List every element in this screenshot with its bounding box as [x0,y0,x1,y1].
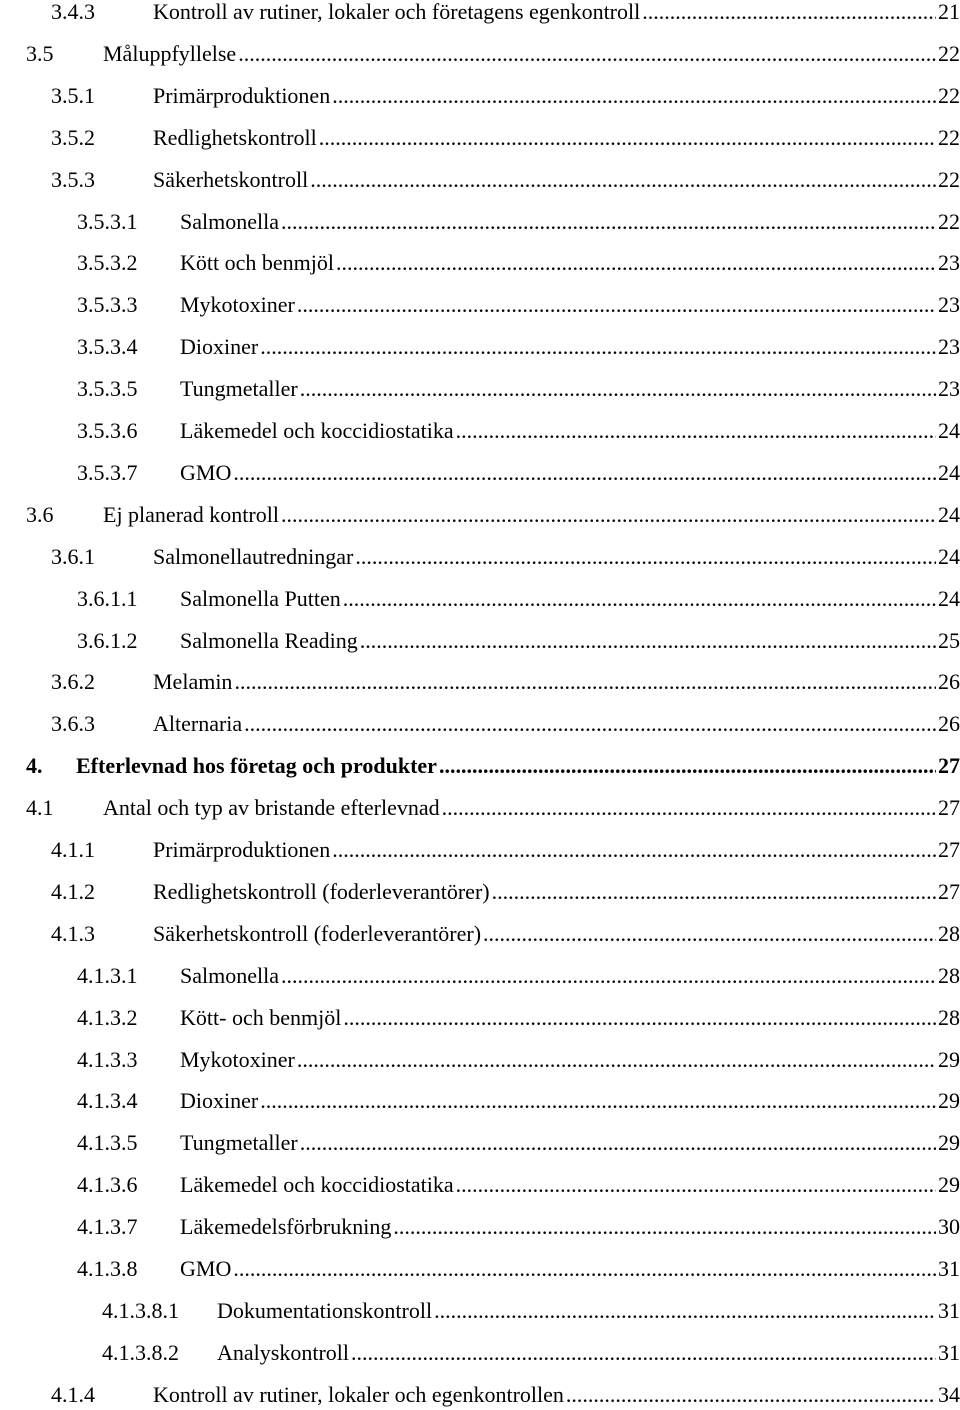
toc-entry-page-number: 27 [938,837,960,862]
toc-entry-number: 3.6.2 [51,669,95,694]
toc-entry-page-number: 21 [938,0,960,24]
toc-entry-number: 3.4.3 [51,0,95,24]
toc-entry[interactable] [77,1128,960,1158]
toc-entry-page-number: 26 [938,711,960,736]
toc-dot-leader [456,416,936,446]
toc-entry-number: 3.6.1.1 [77,586,138,611]
toc-entry[interactable] [51,709,960,739]
toc-dot-leader [492,877,936,907]
toc-entry-number: 3.5.3.3 [77,292,138,317]
toc-entry-title: Mykotoxiner [180,292,295,317]
toc-dot-leader [332,835,936,865]
toc-entry-page-number: 31 [938,1340,960,1365]
toc-entry[interactable] [77,332,960,362]
toc-entry-number: 4.1.3.7 [77,1214,138,1239]
toc-entry-page-number: 30 [938,1214,960,1239]
toc-entry-page-number: 27 [938,879,960,904]
toc-entry[interactable] [77,1086,960,1116]
toc-entry-title: Måluppfyllelse [103,41,237,66]
toc-entry-title: Efterlevnad hos företag och produkter [76,753,437,778]
toc-dot-leader [393,1212,936,1242]
toc-dot-leader [234,667,936,697]
toc-entry-title: Melamin [153,669,233,694]
toc-entry[interactable] [51,165,960,195]
toc-entry[interactable] [77,1003,960,1033]
toc-entry[interactable] [51,123,960,153]
toc-entry-page-number: 25 [938,628,960,653]
toc-dot-leader [297,290,936,320]
toc-entry-page-number: 23 [938,334,960,359]
toc-dot-leader [233,458,936,488]
toc-dot-leader [642,0,936,27]
toc-entry-page-number: 23 [938,292,960,317]
toc-entry-title: Redlighetskontroll (foderleverantörer) [153,879,490,904]
toc-entry[interactable] [51,667,960,697]
toc-dot-leader [343,1003,936,1033]
toc-entry[interactable] [77,626,960,656]
toc-entry-title: Tungmetaller [180,376,298,401]
toc-entry-number: 4.1.3.1 [77,963,138,988]
toc-dot-leader [281,961,936,991]
toc-entry-page-number: 26 [938,669,960,694]
toc-entry-number: 4.1.3 [51,921,95,946]
toc-dot-leader [300,374,936,404]
toc-dot-leader [244,709,936,739]
toc-dot-leader [351,1338,936,1368]
toc-entry[interactable] [77,374,960,404]
toc-entry-title: Säkerhetskontroll [153,167,309,192]
toc-dot-leader [310,165,936,195]
toc-dot-leader [355,542,936,572]
toc-entry-number: 4.1.3.3 [77,1047,138,1072]
toc-entry[interactable] [26,39,960,69]
toc-entry-number: 4.1.3.6 [77,1172,138,1197]
toc-entry-number: 4.1.4 [51,1382,95,1407]
toc-entry[interactable] [77,207,960,237]
toc-entry-number: 3.5.3 [51,167,95,192]
toc-entry[interactable] [77,416,960,446]
toc-entry-title: Läkemedel och koccidiostatika [180,418,454,443]
toc-dot-leader [281,500,936,530]
toc-entry-title: Tungmetaller [180,1130,298,1155]
toc-entry-page-number: 27 [938,795,960,820]
toc-entry[interactable] [51,919,960,949]
toc-dot-leader [343,584,936,614]
toc-entry-title: Ej planerad kontroll [103,502,279,527]
toc-entry-number: 3.6.1 [51,544,95,569]
toc-entry[interactable] [77,1254,960,1284]
toc-dot-leader [336,248,936,278]
toc-entry-number: 3.6.3 [51,711,95,736]
toc-entry[interactable] [51,1380,960,1410]
toc-entry-title: Kött- och benmjöl [180,1005,342,1030]
toc-entry-page-number: 28 [938,921,960,946]
toc-entry-number: 3.5.3.4 [77,334,138,359]
toc-entry-page-number: 29 [938,1172,960,1197]
toc-entry-page-number: 24 [938,544,960,569]
toc-entry-title: Säkerhetskontroll (foderleverantörer) [153,921,482,946]
toc-entry-title: Primärproduktionen [153,83,331,108]
toc-dot-leader [238,39,936,69]
toc-entry-page-number: 29 [938,1088,960,1113]
toc-entry-number: 3.5.3.1 [77,209,138,234]
toc-dot-leader [260,332,936,362]
toc-entry-page-number: 24 [938,418,960,443]
toc-entry-title: Analyskontroll [217,1340,349,1365]
toc-entry-page-number: 22 [938,167,960,192]
toc-entry-number: 3.5 [26,41,54,66]
toc-entry-title: Dioxiner [180,334,259,359]
toc-entry-number: 4. [26,753,43,778]
toc-entry[interactable] [26,751,960,781]
toc-entry-title: Redlighetskontroll [153,125,317,150]
toc-entry-title: GMO [180,460,232,485]
toc-entry-page-number: 34 [938,1382,960,1407]
toc-entry[interactable] [51,542,960,572]
toc-entry-title: Kontroll av rutiner, lokaler och egenkontrollen [153,1382,564,1407]
toc-entry[interactable] [77,1170,960,1200]
toc-dot-leader [281,207,936,237]
toc-entry-page-number: 31 [938,1298,960,1323]
toc-entry-title: Salmonellautredningar [153,544,354,569]
toc-entry[interactable] [51,877,960,907]
toc-entry-page-number: 24 [938,502,960,527]
toc-entry-number: 4.1.3.8.1 [102,1298,179,1323]
toc-entry-page-number: 22 [938,83,960,108]
toc-entry-page-number: 29 [938,1047,960,1072]
toc-entry-number: 4.1.3.4 [77,1088,138,1113]
toc-entry-number: 3.5.3.6 [77,418,138,443]
toc-entry-number: 3.6 [26,502,54,527]
toc-entry-number: 4.1.3.2 [77,1005,138,1030]
toc-entry-title: Läkemedel och koccidiostatika [180,1172,454,1197]
toc-entry-page-number: 28 [938,1005,960,1030]
toc-entry-number: 3.5.2 [51,125,95,150]
toc-entry-title: Kontroll av rutiner, lokaler och företagens egenkontroll [153,0,641,24]
toc-entry-title: Salmonella [180,963,279,988]
toc-dot-leader [566,1380,936,1410]
toc-entry-number: 3.5.1 [51,83,95,108]
toc-entry-page-number: 31 [938,1256,960,1281]
toc-entry-number: 4.1.3.8.2 [102,1340,179,1365]
toc-entry[interactable] [51,81,960,111]
toc-entry[interactable] [77,1045,960,1075]
toc-entry-number: 4.1 [26,795,54,820]
toc-entry[interactable] [77,248,960,278]
toc-entry-title: Kött och benmjöl [180,250,334,275]
toc-entry[interactable] [51,0,960,27]
toc-entry-page-number: 22 [938,125,960,150]
toc-entry-page-number: 29 [938,1130,960,1155]
toc-entry-page-number: 28 [938,963,960,988]
toc-entry-title: Salmonella [180,209,279,234]
toc-dot-leader [233,1254,936,1284]
toc-entry[interactable] [51,835,960,865]
toc-entry-number: 4.1.2 [51,879,95,904]
toc-dot-leader [319,123,936,153]
toc-entry[interactable] [77,584,960,614]
toc-entry-title: Antal och typ av bristande efterlevnad [103,795,440,820]
toc-entry[interactable] [77,290,960,320]
toc-entry-page-number: 27 [938,753,960,778]
toc-entry[interactable] [77,1212,960,1242]
toc-entry-number: 3.5.3.5 [77,376,138,401]
toc-entry[interactable] [26,793,960,823]
toc-entry-page-number: 23 [938,376,960,401]
toc-dot-leader [439,751,936,781]
toc-dot-leader [434,1296,936,1326]
toc-entry[interactable] [102,1296,960,1326]
toc-entry-title: Läkemedelsförbrukning [180,1214,392,1239]
toc-dot-leader [483,919,936,949]
toc-entry-page-number: 24 [938,460,960,485]
toc-entry-number: 4.1.3.5 [77,1130,138,1155]
toc-entry-title: Mykotoxiner [180,1047,295,1072]
toc-entry-page-number: 22 [938,41,960,66]
toc-entry-page-number: 24 [938,586,960,611]
toc-entry-page-number: 22 [938,209,960,234]
toc-entry-number: 4.1.1 [51,837,95,862]
toc-entry-number: 4.1.3.8 [77,1256,138,1281]
toc-entry-title: Salmonella Putten [180,586,341,611]
toc-dot-leader [332,81,936,111]
toc-entry-title: Alternaria [153,711,243,736]
toc-dot-leader [360,626,936,656]
toc-entry[interactable] [77,458,960,488]
toc-entry-title: Salmonella Reading [180,628,358,653]
toc-entry-title: Dioxiner [180,1088,259,1113]
toc-dot-leader [300,1128,936,1158]
toc-entry[interactable] [77,961,960,991]
toc-dot-leader [297,1045,936,1075]
toc-entry[interactable] [102,1338,960,1368]
toc-dot-leader [456,1170,936,1200]
toc-entry-title: Primärproduktionen [153,837,331,862]
toc-entry-number: 3.5.3.2 [77,250,138,275]
toc-entry-title: Dokumentationskontroll [217,1298,433,1323]
toc-dot-leader [442,793,936,823]
toc-entry-number: 3.5.3.7 [77,460,138,485]
toc-dot-leader [260,1086,936,1116]
toc-entry[interactable] [26,500,960,530]
toc-entry-number: 3.6.1.2 [77,628,138,653]
toc-entry-title: GMO [180,1256,232,1281]
toc-entry-page-number: 23 [938,250,960,275]
